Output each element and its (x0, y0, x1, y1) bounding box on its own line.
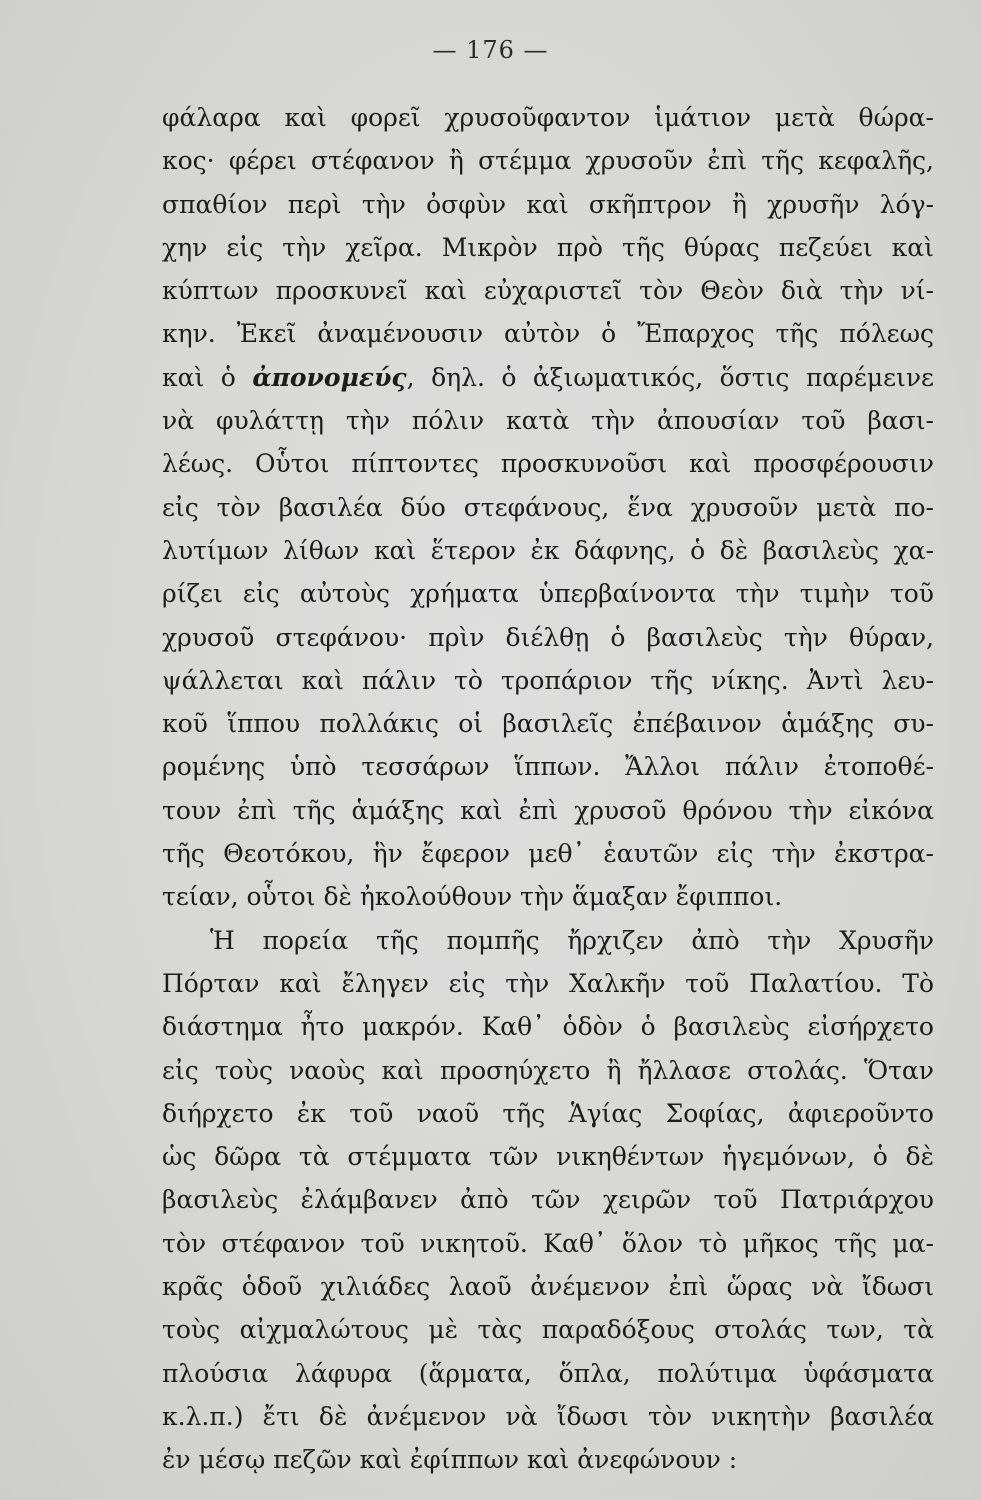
text-fragment: καὶ ὁ (162, 362, 253, 392)
text-line: κοῦ ἵππου πολλάκις οἱ βασιλεῖς ἐπέβαινον ἁμάξης συ- (162, 709, 934, 739)
body-text (162, 96, 934, 1482)
text-line: τὸν στέφανον τοῦ νικητοῦ. Καθ᾿ ὅλον τὸ μῆκος τῆς μα- (162, 1228, 934, 1258)
text-line: Πόρταν καὶ ἔληγεν εἰς τὴν Χαλκῆν τοῦ Παλατίου. Τὸ (162, 968, 934, 998)
text-line: χην εἰς τὴν χεῖρα. Μικρὸν πρὸ τῆς θύρας πεζεύει καὶ (162, 232, 934, 262)
text-line: φάλαρα καὶ φορεῖ χρυσοῦφαντον ἱμάτιον μετὰ θώρα- (162, 103, 934, 132)
text-line: νὰ φυλάττῃ τὴν πόλιν κατὰ τὴν ἀπουσίαν τοῦ βασι- (162, 406, 934, 436)
text-line: ρομένης ὑπὸ τεσσάρων ἵππων. Ἄλλοι πάλιν ἐτοποθέ- (162, 752, 934, 782)
text-line: κ.λ.π.) ἔτι δὲ ἀνέμενον νὰ ἴδωσι τὸν νικητὴν βασιλέα (162, 1401, 934, 1431)
text-line: διάστημα ἦτο μακρόν. Καθ᾿ ὁδὸν ὁ βασιλεὺς εἰσήρχετο (162, 1012, 934, 1042)
text-line-with-term (162, 356, 934, 399)
text-line: ρίζει εἰς αὐτοὺς χρήματα ὑπερβαίνοντα τὴν τιμὴν τοῦ (162, 579, 934, 609)
text-line: κος· φέρει στέφανον ἢ στέμμα χρυσοῦν ἐπὶ τῆς κεφαλῆς, (162, 146, 934, 176)
text-line: εἰς τοὺς ναοὺς καὶ προσηύχετο ἢ ἤλλασε στολάς. Ὅταν (162, 1055, 934, 1085)
text-line: κην. Ἐκεῖ ἀναμένουσιν αὐτὸν ὁ Ἔπαρχος τῆς πόλεως (162, 319, 934, 349)
text-line: τουν ἐπὶ τῆς ἁμάξης καὶ ἐπὶ χρυσοῦ θρόνου τὴν εἰκόνα (162, 795, 934, 825)
text-line: κρᾶς ὁδοῦ χιλιάδες λαοῦ ἀνέμενον ἐπὶ ὥρας νὰ ἴδωσι (162, 1272, 934, 1302)
text-line: πλούσια λάφυρα (ἅρματα, ὅπλα, πολύτιμα ὑφάσματα (162, 1358, 934, 1388)
page-number: — 176 — (432, 36, 549, 64)
text-line: τῆς Θεοτόκου, ἣν ἔφερον μεθ᾿ ἑαυτῶν εἰς τὴν ἐκστρα- (162, 839, 934, 869)
text-fragment: , δηλ. ὁ ἀξιωματικός, ὅστις παρέμεινε (406, 362, 934, 392)
emphasized-term: ἀπονομεύς (252, 362, 407, 392)
text-line: λέως. Οὗτοι πίπτοντες προσκυνοῦσι καὶ προσφέρουσιν (162, 449, 934, 479)
text-line: ψάλλεται καὶ πάλιν τὸ τροπάριον τῆς νίκης. Ἀντὶ λευ- (162, 665, 934, 695)
text-line: σπαθίον περὶ τὴν ὀσφὺν καὶ σκῆπτρον ἢ χρυσῆν λόγ- (162, 189, 934, 219)
text-line: βασιλεὺς ἐλάμβανεν ἀπὸ τῶν χειρῶν τοῦ Πατριάρχου (162, 1185, 934, 1215)
text-line: κύπτων προσκυνεῖ καὶ εὐχαριστεῖ τὸν Θεὸν διὰ τὴν νί- (162, 276, 934, 306)
paragraph-last-line: ἐν μέσῳ πεζῶν καὶ ἐφίππων καὶ ἀνεφώνουν : (162, 1445, 738, 1475)
text-line: εἰς τὸν βασιλέα δύο στεφάνους, ἕνα χρυσοῦν μετὰ πο- (162, 492, 934, 522)
text-line: τοὺς αἰχμαλώτους μὲ τὰς παραδόξους στολάς των, τὰ (162, 1315, 934, 1345)
paragraph-last-line: τείαν, οὗτοι δὲ ἠκολούθουν τὴν ἅμαξαν ἔφιπποι. (162, 882, 783, 912)
text-line: χρυσοῦ στεφάνου· πρὶν διέλθῃ ὁ βασιλεὺς τὴν θύραν, (162, 622, 934, 652)
paragraph-first-line: Ἡ πορεία τῆς πομπῆς ἤρχιζεν ἀπὸ τὴν Χρυσῆν (210, 925, 934, 955)
text-line: διήρχετο ἐκ τοῦ ναοῦ τῆς Ἁγίας Σοφίας, ἀφιεροῦντο (162, 1098, 934, 1128)
text-line: λυτίμων λίθων καὶ ἕτερον ἐκ δάφνης, ὁ δὲ βασιλεὺς χα- (162, 535, 934, 565)
text-line: ὡς δῶρα τὰ στέμματα τῶν νικηθέντων ἡγεμόνων, ὁ δὲ (162, 1142, 934, 1172)
